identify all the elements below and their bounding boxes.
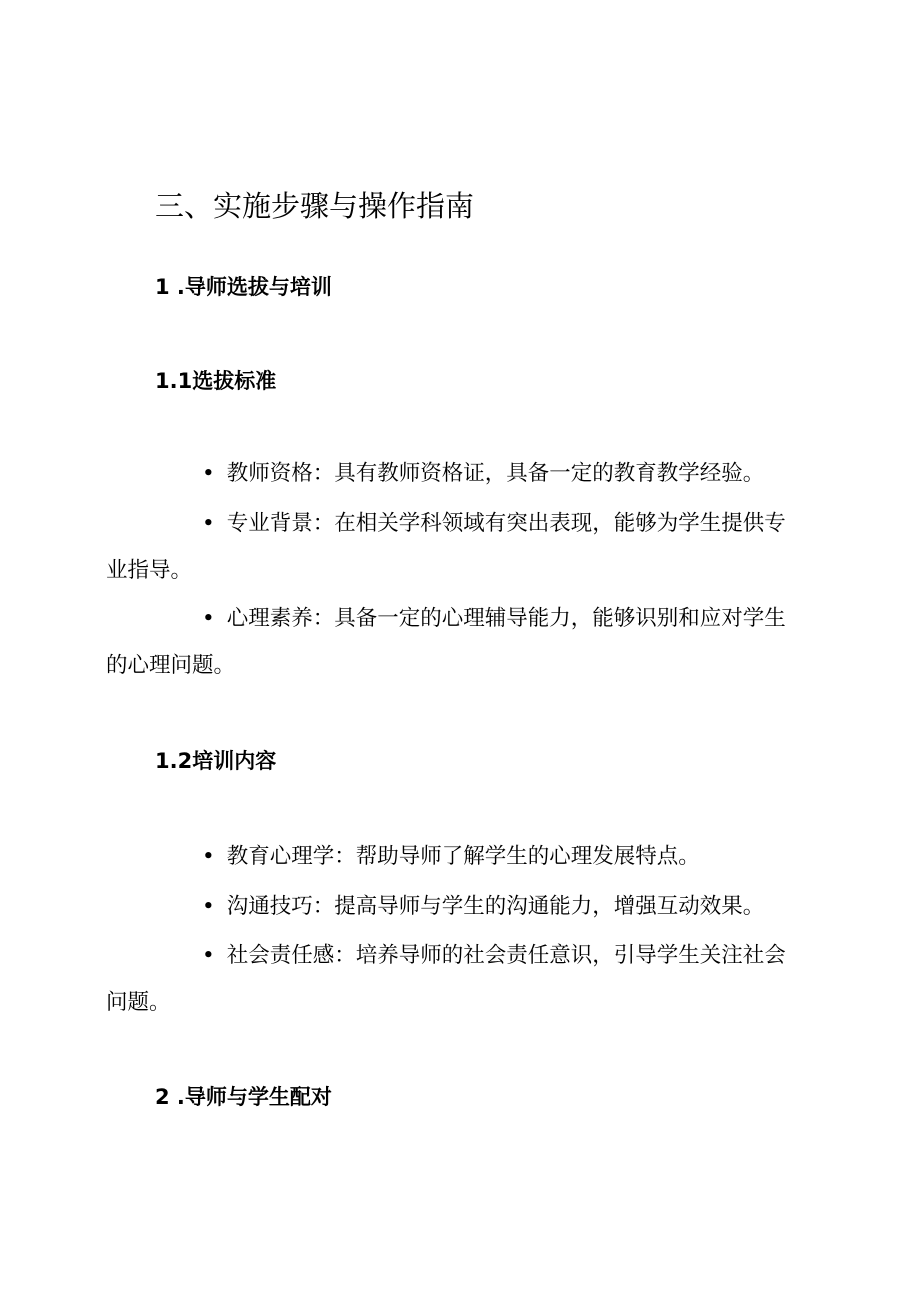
bullet-icon: • bbox=[202, 606, 215, 631]
bullet-icon: • bbox=[202, 844, 215, 869]
list-item-text: 专业背景：在相关学科领域有突出表现，能够为学生提供专业指导。 bbox=[106, 511, 786, 583]
list-item-text: 教育心理学：帮助导师了解学生的心理发展特点。 bbox=[226, 844, 700, 869]
bullet-icon: • bbox=[202, 461, 215, 486]
list-item-text: 心理素养：具备一定的心理辅导能力，能够识别和应对学生的心理问题。 bbox=[106, 606, 786, 678]
list-item bbox=[106, 450, 806, 497]
list-item-text: 沟通技巧：提高导师与学生的沟通能力，增强互动效果。 bbox=[226, 894, 765, 919]
subsection-title-2: 2 .导师与学生配对 bbox=[155, 1085, 332, 1109]
list-item bbox=[106, 595, 806, 689]
list-item bbox=[106, 500, 806, 594]
list-item bbox=[106, 932, 806, 1026]
list-item bbox=[106, 833, 806, 880]
subsubsection-title-1-1: 1.1选拔标准 bbox=[155, 369, 277, 393]
bullet-icon: • bbox=[202, 894, 215, 919]
list-item-text: 教师资格：具有教师资格证，具备一定的教育教学经验。 bbox=[226, 461, 765, 486]
bullet-icon: • bbox=[202, 943, 215, 968]
section-title: 三、实施步骤与操作指南 bbox=[155, 189, 475, 223]
bullet-icon: • bbox=[202, 511, 215, 536]
subsection-title-1: 1 .导师选拔与培训 bbox=[155, 275, 332, 299]
list-item-text: 社会责任感：培养导师的社会责任意识，引导学生关注社会问题。 bbox=[106, 943, 786, 1015]
list-item bbox=[106, 883, 806, 930]
subsubsection-title-1-2: 1.2培训内容 bbox=[155, 749, 277, 773]
